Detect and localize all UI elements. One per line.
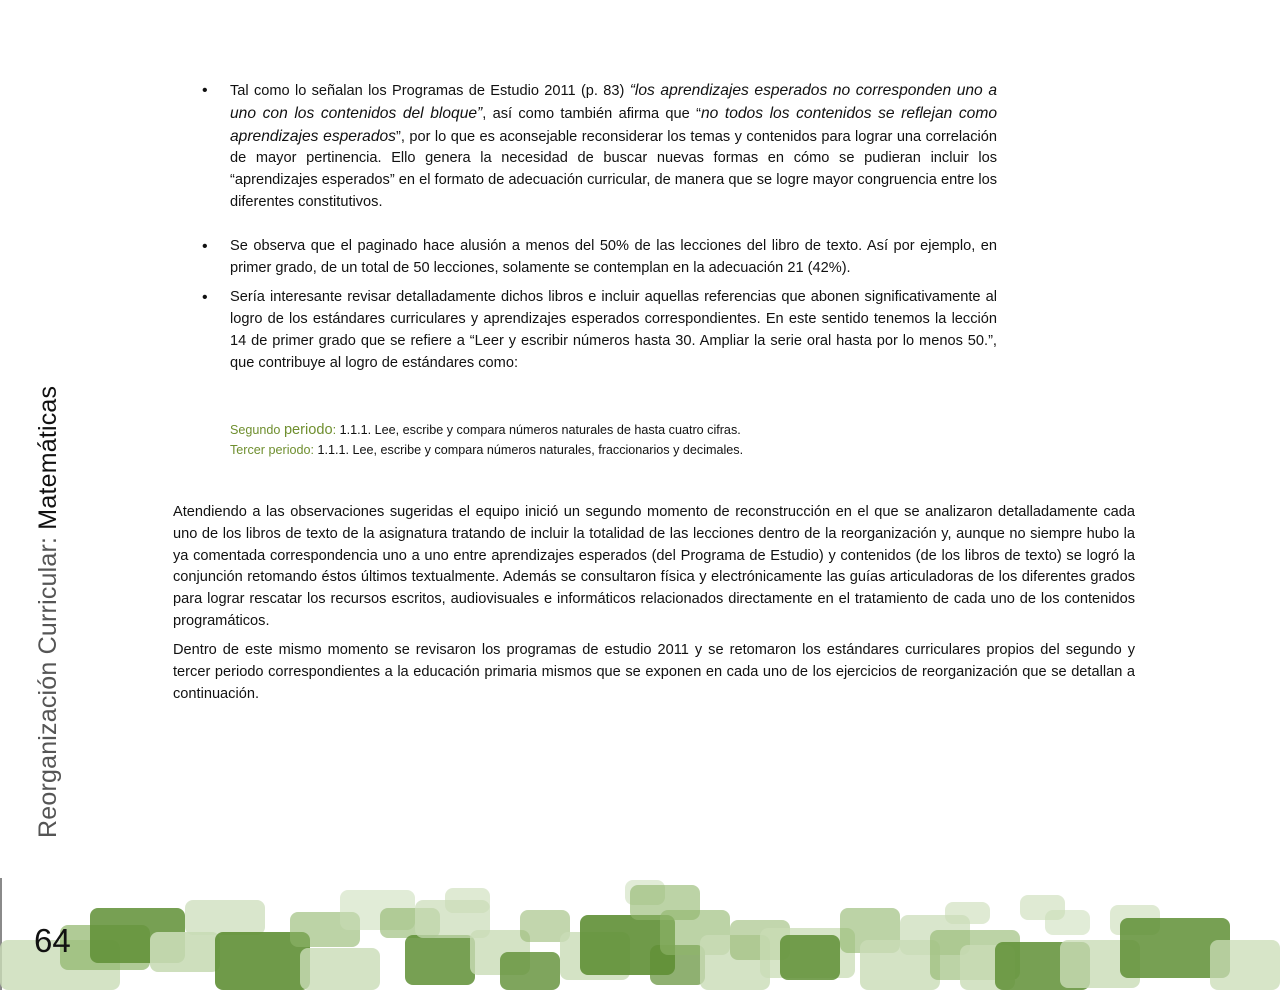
running-title-subject: Matemáticas (34, 385, 62, 530)
bullet-text: ”, por lo que es aconsejable reconsiderar los temas y contenidos para lograr una correlación de mayor pertinencia. Ello genera la necesidad de buscar nuevas formas en cómo se pudieran incluir los “aprendizajes esperados” en el formato de adecuación curricular, de manera que se logre mayor congruencia entre los diferentes constitutivos. (230, 128, 997, 210)
decorative-block (185, 900, 265, 935)
standard-text: 1.1.1. Lee, escribe y compara números naturales, fraccionarios y decimales. (317, 443, 744, 457)
page-number: 64 (34, 922, 71, 959)
decorative-block (1045, 910, 1090, 935)
quote-text: “los aprendizajes esperados no corresponden uno a uno con los contenidos del bloque” (230, 82, 997, 122)
decorative-block (445, 888, 490, 913)
bullet-text: Se observa que el paginado hace alusión a menos del 50% de las lecciones del libro de texto. Así por ejemplo, en primer grado, de un total de 50 lecciones, solamente se contemplan en la adecuación 21 (42%). (230, 237, 997, 276)
list-item (200, 236, 997, 280)
running-title-prefix: Reorganización Curricular: (34, 529, 62, 838)
list-item (200, 287, 997, 374)
standard-text: 1.1.1. Lee, escribe y compara números naturales de hasta cuatro cifras. (339, 423, 741, 437)
period-label: : (332, 423, 340, 437)
bullet-text: Sería interesante revisar detalladamente dichos libros e incluir aquellas referencias que abonen significativamente al logro de los estándares curriculares y aprendizajes esperados correspondientes. En este sentido tenemos la lección 14 de primer grado que se refiere a “Leer y escribir números hasta 30. Ampliar la serie oral hasta por lo menos 50.”, que contribuye al logro de estándares como: (230, 289, 997, 371)
decorative-block (500, 952, 560, 990)
period-label: Segundo (230, 423, 284, 437)
standard-third-period (230, 440, 1000, 460)
standards-block (230, 420, 1000, 460)
body-paragraph: Atendiendo a las observaciones sugeridas el equipo inició un segundo momento de reconstrucción en el que se analizaron detalladamente cada uno de los libros de texto de la asignatura tratando de incluir la totalidad de las lecciones dentro de la reorganización y, aunque no siempre hubo la ya comentada correspondencia uno a uno entre aprendizajes esperados (del Programa de Estudio) y contenidos (de los libros de texto) se logró la conjunción retomando éstos últimos textualmente. Además se consultaron física y electrónicamente las guías articuladoras de los diferentes grados para lograr rescatar los recursos escritos, audiovisuales e informáticos relacionados directamente en el tratamiento de cada uno de los contenidos programáticos. (173, 504, 1135, 629)
decorative-block (945, 902, 990, 924)
quote-text: no todos los contenidos se reflejan como aprendizajes esperados (230, 104, 998, 145)
period-label: Tercer periodo: (230, 443, 318, 457)
decorative-green-blocks (0, 870, 1280, 990)
decorative-block (150, 932, 220, 972)
decorative-block (780, 935, 840, 980)
period-label: periodo (283, 422, 333, 438)
sidebar-running-title (34, 386, 63, 838)
bullet-text: , así como también afirma que “ (482, 105, 701, 122)
list-item (200, 80, 997, 214)
bullet-text: Tal como lo señalan los Programas de Estudio 2011 (p. 83) (230, 83, 630, 99)
body-paragraph: Dentro de este mismo momento se revisaron los programas de estudio 2011 y se retomaron los estándares curriculares propios del segundo y tercer periodo correspondientes a la educación primaria mismos que se exponen en cada uno de los ejercicios de reorganización que se detallan a continuación. (173, 642, 1135, 702)
decorative-block (300, 948, 380, 990)
decorative-block (1210, 940, 1280, 990)
standard-second-period (230, 420, 1000, 440)
decorative-block (405, 935, 475, 985)
observations-list (200, 80, 997, 375)
